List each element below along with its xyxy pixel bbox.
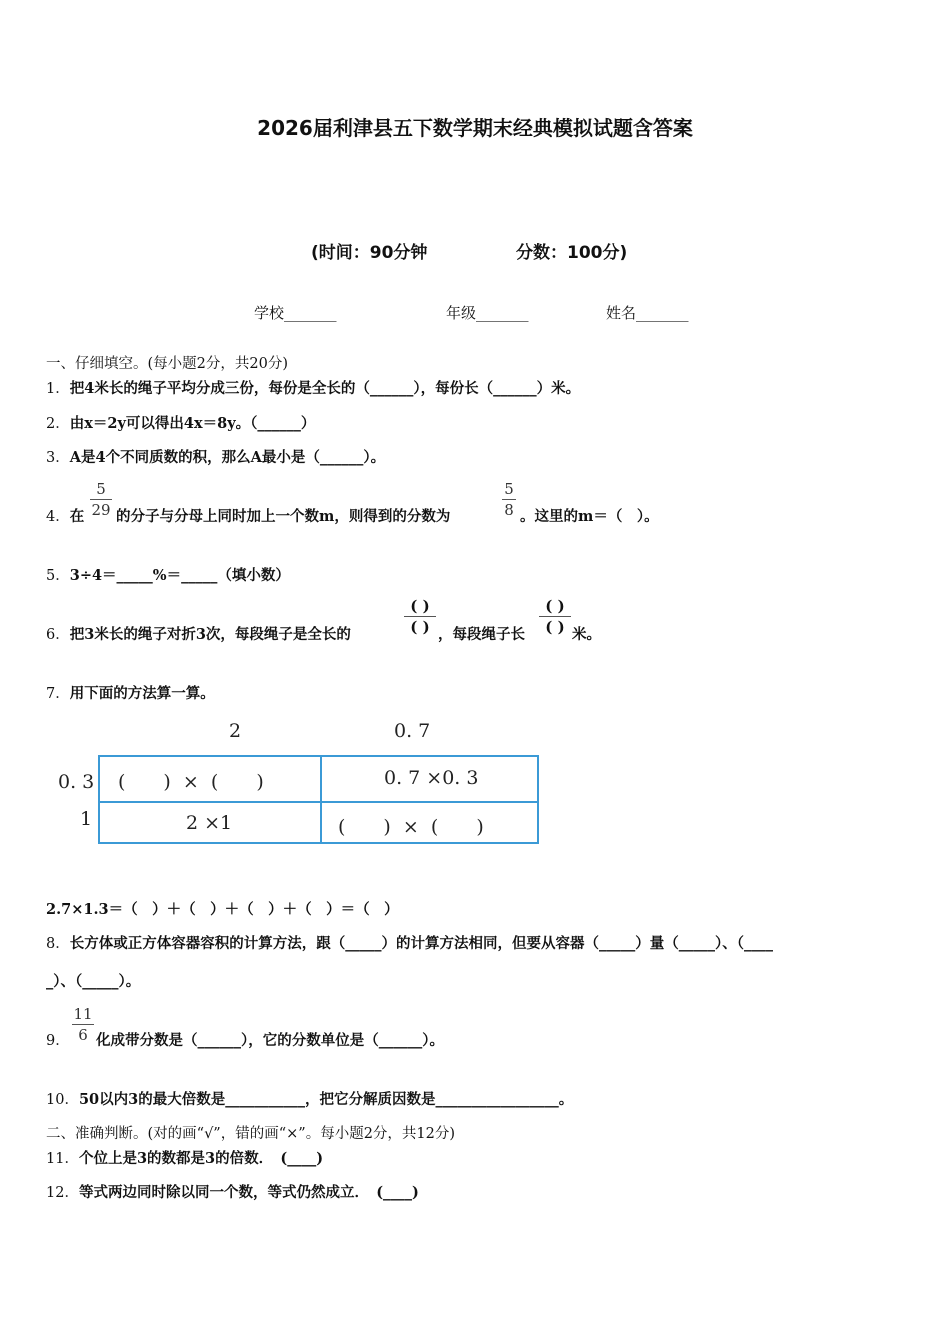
fraction-11-6 xyxy=(72,1004,94,1045)
question-number: 10． xyxy=(46,1092,79,1108)
fraction-denominator: ( ) xyxy=(410,618,430,636)
school-field: 学校_______ xyxy=(254,304,337,322)
fraction-numerator: 5 xyxy=(96,480,106,498)
question-8 xyxy=(46,932,773,953)
score-label: 分数：100分) xyxy=(516,243,628,263)
multiplication-grid xyxy=(98,755,539,844)
question-number: 7． xyxy=(46,686,70,702)
question-4-end: 。这里的m＝（ ）。 xyxy=(520,508,659,525)
question-9-text: 化成带分数是（______），它的分数单位是（______）。 xyxy=(96,1032,444,1049)
question-2 xyxy=(46,412,315,433)
question-4 xyxy=(46,505,84,526)
question-number: 12． xyxy=(46,1185,79,1201)
question-7 xyxy=(46,682,215,703)
grid-vertical-line xyxy=(320,757,322,842)
question-number: 1． xyxy=(46,381,70,397)
question-6 xyxy=(46,623,351,644)
question-number: 11． xyxy=(46,1151,79,1167)
question-7-equation: 2.7×1.3＝（ ）＋（ ）＋（ ）＋（ ）＝（ ） xyxy=(46,901,399,918)
fraction-numerator: 5 xyxy=(504,480,514,498)
question-text: A是4个不同质数的积，那么A最小是（______）。 xyxy=(69,449,386,466)
fraction-numerator: 11 xyxy=(73,1005,93,1023)
fraction-denominator: ( ) xyxy=(545,618,565,636)
fraction-denominator: 8 xyxy=(504,501,514,519)
question-text: 由x＝2y可以得出4x＝8y。（______） xyxy=(69,415,316,432)
question-number: 6． xyxy=(46,627,70,643)
fraction-denominator: 29 xyxy=(91,501,111,519)
grid-horizontal-line xyxy=(100,801,537,803)
question-text: 在 xyxy=(69,508,85,525)
grid-cell-bottom-left: 2 ×1 xyxy=(186,812,233,834)
question-text: 3÷4＝_____%＝_____（填小数） xyxy=(69,567,290,584)
question-number: 9． xyxy=(46,1033,70,1049)
question-number: 8． xyxy=(46,936,70,952)
time-label: (时间：90分钟 xyxy=(311,243,428,263)
fraction-denominator: 6 xyxy=(78,1026,88,1044)
question-11 xyxy=(46,1147,323,1168)
fraction-5-8 xyxy=(502,479,516,520)
grid-side-label-bottom: 1 xyxy=(80,808,93,830)
question-text: 等式两边同时除以同一个数，等式仍然成立． (____) xyxy=(78,1184,419,1201)
question-1 xyxy=(46,377,580,398)
grid-cell-bottom-right: ( ) × ( ) xyxy=(338,816,484,838)
grid-top-label-right: 0. 7 xyxy=(394,720,431,742)
question-number: 5． xyxy=(46,568,70,584)
question-text: 个位上是3的数都是3的倍数． (____) xyxy=(78,1150,324,1167)
fraction-numerator: ( ) xyxy=(410,597,430,615)
question-6-end: 米。 xyxy=(572,626,601,643)
fraction-blank-1 xyxy=(404,596,436,637)
question-text: 用下面的方法算一算。 xyxy=(69,685,215,702)
section-heading-1: 一、仔细填空。(每小题2分，共20分) xyxy=(46,356,288,372)
fraction-numerator: ( ) xyxy=(545,597,565,615)
question-8-continued: _）、（_____）。 xyxy=(46,973,141,990)
fraction-blank-2 xyxy=(539,596,571,637)
question-6-middle: ，每段绳子长 xyxy=(438,626,525,643)
question-text: 把3米长的绳子对折3次，每段绳子是全长的 xyxy=(69,626,351,643)
question-number: 3． xyxy=(46,450,70,466)
question-10 xyxy=(46,1088,573,1109)
question-text: 长方体或正方体容器容积的计算方法，跟（_____）的计算方法相同，但要从容器（_____）量（_____）、（____ xyxy=(69,935,773,952)
grid-cell-top-left: ( ) × ( ) xyxy=(118,771,264,793)
grid-side-label-top: 0. 3 xyxy=(58,771,95,793)
fraction-5-29 xyxy=(90,479,112,520)
question-12 xyxy=(46,1181,419,1202)
question-4-middle: 的分子与分母上同时加上一个数m，则得到的分数为 xyxy=(116,508,451,525)
page-title: 2026届利津县五下数学期末经典模拟试题含答案 xyxy=(257,116,693,140)
question-3 xyxy=(46,446,385,467)
grid-cell-top-right: 0. 7 ×0. 3 xyxy=(384,767,479,789)
name-field: 姓名_______ xyxy=(606,304,689,322)
question-5 xyxy=(46,564,290,585)
grade-field: 年级_______ xyxy=(446,304,529,322)
grid-top-label-left: 2 xyxy=(229,720,242,742)
question-text: 50以内3的最大倍数是___________，把它分解质因数是_________________。 xyxy=(78,1091,574,1108)
question-number: 4． xyxy=(46,509,70,525)
section-heading-2: 二、准确判断。(对的画“√”，错的画“×”。每小题2分，共12分) xyxy=(46,1126,456,1142)
question-text: 把4米长的绳子平均分成三份，每份是全长的（______），每份长（______）米。 xyxy=(69,380,581,397)
question-number: 2． xyxy=(46,416,70,432)
question-9 xyxy=(46,1029,70,1050)
